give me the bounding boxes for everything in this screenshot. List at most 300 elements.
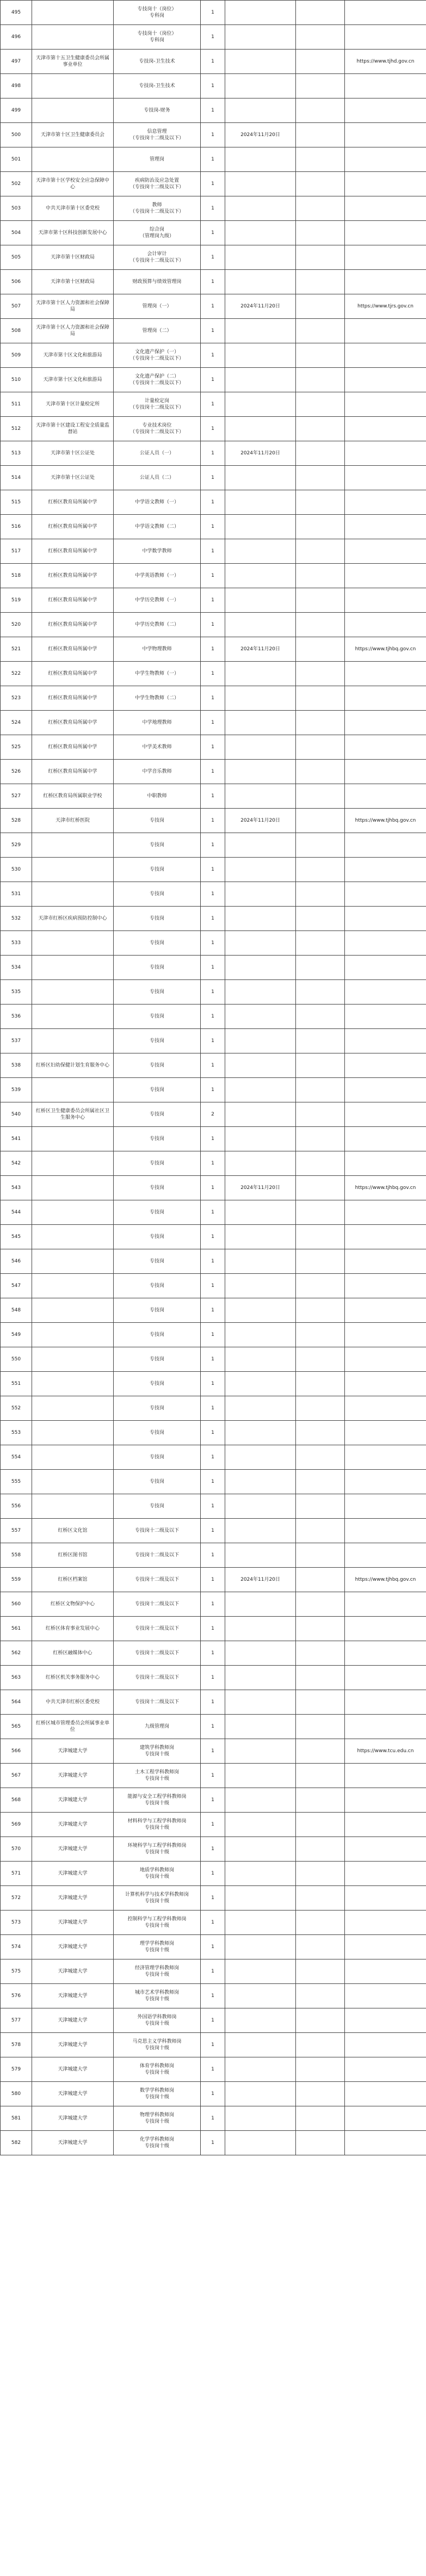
table-cell: 专技岗 xyxy=(114,1396,201,1421)
table-row xyxy=(1,1078,426,1102)
table-cell: 1 xyxy=(201,221,225,245)
table-cell: 中学美术教师 xyxy=(114,735,201,760)
table-cell: 2024年11月20日 xyxy=(225,294,296,319)
table-cell: 红桥区教育局所属中学 xyxy=(32,515,114,539)
table-cell: 中学数学教师 xyxy=(114,539,201,564)
table-cell: 1 xyxy=(201,637,225,662)
table-cell: https://www.tjhbq.gov.cn xyxy=(345,1568,426,1592)
table-cell xyxy=(296,980,345,1004)
table-cell: 1 xyxy=(201,466,225,490)
table-cell xyxy=(296,1788,345,1813)
table-row xyxy=(1,2106,426,2131)
table-row xyxy=(1,98,426,123)
table-row xyxy=(1,343,426,368)
table-cell: 558 xyxy=(1,1543,32,1568)
table-cell: 天津城建大学 xyxy=(32,1959,114,1984)
table-cell: 专技岗 xyxy=(114,882,201,907)
table-cell xyxy=(225,1935,296,1959)
table-cell xyxy=(296,1029,345,1053)
table-row xyxy=(1,1494,426,1519)
table-cell: 541 xyxy=(1,1127,32,1151)
table-cell xyxy=(296,931,345,956)
table-cell xyxy=(345,490,426,515)
table-cell xyxy=(296,294,345,319)
table-cell xyxy=(225,1396,296,1421)
table-cell: 1 xyxy=(201,319,225,343)
table-row xyxy=(1,245,426,270)
table-cell: 天津市第十区人力资源和社会保障局 xyxy=(32,294,114,319)
table-cell: 536 xyxy=(1,1004,32,1029)
table-cell: 专技岗 xyxy=(114,1127,201,1151)
table-cell: 经济管理学科教师岗 专技岗十级 xyxy=(114,1959,201,1984)
table-cell: 1 xyxy=(201,2106,225,2131)
table-cell: 1 xyxy=(201,662,225,686)
table-cell: 专技岗 xyxy=(114,1053,201,1078)
table-cell: 1 xyxy=(201,2082,225,2106)
table-row xyxy=(1,270,426,294)
table-cell: 专技岗 xyxy=(114,1004,201,1029)
table-cell: 专技岗 xyxy=(114,1225,201,1249)
table-cell: 556 xyxy=(1,1494,32,1519)
table-cell: 1 xyxy=(201,2057,225,2082)
table-cell xyxy=(32,1225,114,1249)
table-cell: 专技岗 xyxy=(114,956,201,980)
table-cell xyxy=(225,882,296,907)
table-cell: 498 xyxy=(1,74,32,98)
table-cell xyxy=(225,1249,296,1274)
table-cell: 信息管理 （专技岗十二级及以下） xyxy=(114,123,201,147)
table-cell: 561 xyxy=(1,1617,32,1641)
table-cell: 1 xyxy=(201,1200,225,1225)
table-cell xyxy=(225,319,296,343)
table-row xyxy=(1,1715,426,1739)
table-cell: 2 xyxy=(201,1102,225,1127)
table-cell: 543 xyxy=(1,1176,32,1200)
table-cell xyxy=(296,515,345,539)
table-cell xyxy=(345,74,426,98)
table-cell xyxy=(225,1739,296,1764)
table-cell: 1 xyxy=(201,1984,225,2008)
table-cell: 1 xyxy=(201,564,225,588)
table-cell xyxy=(32,1078,114,1102)
table-cell xyxy=(225,1813,296,1837)
table-cell xyxy=(345,441,426,466)
table-cell xyxy=(345,1788,426,1813)
table-cell xyxy=(225,147,296,172)
table-cell xyxy=(225,1102,296,1127)
table-cell: 专技岗 xyxy=(114,1102,201,1127)
table-cell: 577 xyxy=(1,2008,32,2033)
table-cell xyxy=(296,588,345,613)
table-cell: 天津市第十区公证处 xyxy=(32,466,114,490)
table-cell xyxy=(345,588,426,613)
table-cell xyxy=(225,662,296,686)
table-cell xyxy=(345,123,426,147)
table-cell xyxy=(225,1666,296,1690)
table-cell xyxy=(345,760,426,784)
table-cell: 红桥区体育事业发展中心 xyxy=(32,1617,114,1641)
table-cell: 天津城建大学 xyxy=(32,2131,114,2155)
table-cell xyxy=(296,711,345,735)
table-cell xyxy=(225,1886,296,1911)
table-cell: 525 xyxy=(1,735,32,760)
table-cell: 会计审计 （专技岗十二级及以下） xyxy=(114,245,201,270)
table-cell: https://www.tjhbq.gov.cn xyxy=(345,1176,426,1200)
table-row xyxy=(1,1935,426,1959)
table-cell: 1 xyxy=(201,1470,225,1494)
table-cell xyxy=(225,221,296,245)
table-cell xyxy=(32,74,114,98)
table-cell xyxy=(345,1396,426,1421)
table-cell: 555 xyxy=(1,1470,32,1494)
table-cell: 1 xyxy=(201,784,225,809)
table-cell: 537 xyxy=(1,1029,32,1053)
table-row xyxy=(1,2057,426,2082)
table-cell xyxy=(296,760,345,784)
table-cell xyxy=(225,490,296,515)
table-cell: 1 xyxy=(201,1372,225,1396)
table-cell xyxy=(296,1935,345,1959)
table-cell xyxy=(296,1249,345,1274)
table-cell: 504 xyxy=(1,221,32,245)
table-cell xyxy=(225,564,296,588)
table-cell: 天津城建大学 xyxy=(32,2033,114,2057)
table-cell xyxy=(296,1519,345,1543)
table-cell xyxy=(345,1470,426,1494)
table-cell: 1 xyxy=(201,931,225,956)
table-cell xyxy=(225,74,296,98)
table-cell: 物理学科教师岗 专技岗十级 xyxy=(114,2106,201,2131)
table-cell xyxy=(296,1445,345,1470)
table-row xyxy=(1,637,426,662)
table-cell xyxy=(345,1886,426,1911)
table-cell: 496 xyxy=(1,25,32,50)
table-cell: 1 xyxy=(201,1078,225,1102)
table-cell: 1 xyxy=(201,1494,225,1519)
table-cell xyxy=(32,1249,114,1274)
table-cell: https://www.tjhbq.gov.cn xyxy=(345,637,426,662)
table-cell xyxy=(225,1004,296,1029)
table-cell xyxy=(296,1543,345,1568)
table-cell: 580 xyxy=(1,2082,32,2106)
table-cell: 材料科学与工程学科教师岗 专技岗十级 xyxy=(114,1813,201,1837)
table-cell xyxy=(345,2033,426,2057)
table-cell: 519 xyxy=(1,588,32,613)
table-cell xyxy=(345,686,426,711)
table-cell: 1 xyxy=(201,613,225,637)
table-cell: 中职教师 xyxy=(114,784,201,809)
table-cell xyxy=(345,343,426,368)
table-cell: 天津市红桥医院 xyxy=(32,809,114,833)
table-cell: 天津城建大学 xyxy=(32,1739,114,1764)
table-cell: 专技岗 xyxy=(114,1200,201,1225)
table-row xyxy=(1,1592,426,1617)
table-cell: 红桥区教育局所属中学 xyxy=(32,637,114,662)
table-cell xyxy=(225,1494,296,1519)
table-cell: 512 xyxy=(1,417,32,441)
table-cell xyxy=(296,858,345,882)
table-cell xyxy=(296,1494,345,1519)
table-cell xyxy=(345,980,426,1004)
table-cell: 红桥区教育局所属中学 xyxy=(32,686,114,711)
table-cell xyxy=(32,1421,114,1445)
table-cell: 专技岗 xyxy=(114,1029,201,1053)
table-cell: 1 xyxy=(201,1519,225,1543)
table-row xyxy=(1,1568,426,1592)
table-cell xyxy=(345,539,426,564)
table-cell: 天津市第十区计量检定所 xyxy=(32,392,114,417)
table-cell xyxy=(345,735,426,760)
table-row xyxy=(1,221,426,245)
table-cell: 专技岗 xyxy=(114,833,201,858)
table-cell: 天津城建大学 xyxy=(32,1764,114,1788)
table-cell: 红桥区教育局所属中学 xyxy=(32,564,114,588)
table-row xyxy=(1,2082,426,2106)
table-cell xyxy=(345,1127,426,1151)
table-cell xyxy=(225,2106,296,2131)
table-cell: 1 xyxy=(201,123,225,147)
table-cell: 天津城建大学 xyxy=(32,1837,114,1862)
table-row xyxy=(1,1862,426,1886)
table-row xyxy=(1,392,426,417)
table-cell: 管理岗（二） xyxy=(114,319,201,343)
table-cell xyxy=(225,1519,296,1543)
table-cell: 天津城建大学 xyxy=(32,2082,114,2106)
table-cell: 中学物理教师 xyxy=(114,637,201,662)
table-cell: 1 xyxy=(201,1298,225,1323)
table-cell xyxy=(345,1,426,25)
table-cell xyxy=(296,147,345,172)
table-cell: 天津市红桥区疾病预防控制中心 xyxy=(32,907,114,931)
table-cell xyxy=(225,1959,296,1984)
table-cell: 专技岗 xyxy=(114,1445,201,1470)
table-row xyxy=(1,1617,426,1641)
table-cell: 511 xyxy=(1,392,32,417)
table-row xyxy=(1,1690,426,1715)
table-cell: 天津市第十区公证处 xyxy=(32,441,114,466)
table-cell: 管理岗（一） xyxy=(114,294,201,319)
table-cell: 513 xyxy=(1,441,32,466)
table-cell: 1 xyxy=(201,1959,225,1984)
table-cell: 553 xyxy=(1,1421,32,1445)
table-cell: 560 xyxy=(1,1592,32,1617)
table-cell: 红桥区教育局所属职业学校 xyxy=(32,784,114,809)
table-cell xyxy=(296,2082,345,2106)
table-cell xyxy=(345,2082,426,2106)
table-row xyxy=(1,931,426,956)
table-cell: 公证人员（一） xyxy=(114,441,201,466)
table-row xyxy=(1,1274,426,1298)
table-cell: 中学历史教师（一） xyxy=(114,588,201,613)
table-row xyxy=(1,1421,426,1445)
table-cell: 1 xyxy=(201,956,225,980)
table-cell xyxy=(225,735,296,760)
table-cell: 523 xyxy=(1,686,32,711)
table-cell xyxy=(225,1053,296,1078)
table-cell: 1 xyxy=(201,1127,225,1151)
table-cell xyxy=(296,1323,345,1347)
table-cell xyxy=(32,1298,114,1323)
table-row xyxy=(1,2008,426,2033)
table-cell: 天津市第十区学校安全应急保障中心 xyxy=(32,172,114,196)
table-cell: 1 xyxy=(201,1274,225,1298)
table-row xyxy=(1,809,426,833)
table-cell xyxy=(296,564,345,588)
table-cell: 专技岗 xyxy=(114,1494,201,1519)
table-cell: 563 xyxy=(1,1666,32,1690)
table-cell: 1 xyxy=(201,1911,225,1935)
table-cell: 天津城建大学 xyxy=(32,1862,114,1886)
table-cell xyxy=(296,613,345,637)
table-cell xyxy=(345,1715,426,1739)
table-cell xyxy=(345,1274,426,1298)
table-row xyxy=(1,1641,426,1666)
table-row xyxy=(1,784,426,809)
table-cell: 1 xyxy=(201,1421,225,1445)
table-cell: 理学学科教师岗 专技岗十级 xyxy=(114,1935,201,1959)
table-cell: 1 xyxy=(201,858,225,882)
table-cell xyxy=(345,1053,426,1078)
table-cell xyxy=(225,1641,296,1666)
table-cell xyxy=(296,1102,345,1127)
table-cell: 天津城建大学 xyxy=(32,1935,114,1959)
table-cell: 中学语文教师（二） xyxy=(114,515,201,539)
table-cell xyxy=(296,882,345,907)
table-cell: 559 xyxy=(1,1568,32,1592)
table-cell: 507 xyxy=(1,294,32,319)
table-cell: 天津城建大学 xyxy=(32,1886,114,1911)
table-cell xyxy=(296,539,345,564)
table-cell: 562 xyxy=(1,1641,32,1666)
table-row xyxy=(1,2131,426,2155)
table-cell: 510 xyxy=(1,368,32,392)
table-cell xyxy=(225,784,296,809)
table-cell: 红桥区教育局所属中学 xyxy=(32,662,114,686)
table-cell: 1 xyxy=(201,1617,225,1641)
table-cell: 546 xyxy=(1,1249,32,1274)
table-cell: 红桥区档案馆 xyxy=(32,1568,114,1592)
table-cell xyxy=(345,245,426,270)
table-cell: 控制科学与工程学科教师岗 专技岗十级 xyxy=(114,1911,201,1935)
table-cell xyxy=(32,1151,114,1176)
table-cell: 1 xyxy=(201,539,225,564)
table-cell xyxy=(296,245,345,270)
table-cell xyxy=(32,1176,114,1200)
table-cell: 502 xyxy=(1,172,32,196)
table-cell: 529 xyxy=(1,833,32,858)
table-cell xyxy=(296,196,345,221)
table-cell xyxy=(345,2057,426,2082)
table-cell xyxy=(345,882,426,907)
table-cell xyxy=(296,50,345,74)
table-cell xyxy=(225,1617,296,1641)
table-cell: 568 xyxy=(1,1788,32,1813)
table-row xyxy=(1,1298,426,1323)
table-cell xyxy=(296,221,345,245)
table-cell xyxy=(225,245,296,270)
table-cell xyxy=(345,1200,426,1225)
table-row xyxy=(1,1519,426,1543)
table-cell xyxy=(225,907,296,931)
table-cell: 1 xyxy=(201,1715,225,1739)
table-row xyxy=(1,1396,426,1421)
table-cell xyxy=(345,1323,426,1347)
table-row xyxy=(1,2033,426,2057)
table-cell xyxy=(345,931,426,956)
table-cell xyxy=(296,1298,345,1323)
table-cell xyxy=(32,980,114,1004)
table-row xyxy=(1,1543,426,1568)
table-cell xyxy=(225,1078,296,1102)
table-cell xyxy=(225,2057,296,2082)
table-cell xyxy=(345,1641,426,1666)
table-cell xyxy=(345,98,426,123)
table-cell xyxy=(296,735,345,760)
table-cell: 1 xyxy=(201,980,225,1004)
table-cell: 1 xyxy=(201,490,225,515)
table-cell xyxy=(296,1715,345,1739)
table-cell xyxy=(296,319,345,343)
table-cell xyxy=(225,1911,296,1935)
table-cell: 天津城建大学 xyxy=(32,2106,114,2131)
table-cell: 573 xyxy=(1,1911,32,1935)
table-cell: 环境科学与工程学科教师岗 专技岗十级 xyxy=(114,1837,201,1862)
table-cell xyxy=(296,417,345,441)
table-row xyxy=(1,1837,426,1862)
table-cell: 专技岗 xyxy=(114,980,201,1004)
table-cell: 中学生物教师（二） xyxy=(114,686,201,711)
table-cell xyxy=(296,2106,345,2131)
table-cell: 1 xyxy=(201,833,225,858)
table-body xyxy=(1,1,426,2155)
table-cell xyxy=(345,662,426,686)
table-cell: 1 xyxy=(201,172,225,196)
table-cell xyxy=(296,1666,345,1690)
table-row xyxy=(1,196,426,221)
table-cell: 575 xyxy=(1,1959,32,1984)
table-cell: 1 xyxy=(201,907,225,931)
table-cell xyxy=(345,466,426,490)
table-cell: 专技岗十二级及以下 xyxy=(114,1641,201,1666)
table-cell xyxy=(296,1837,345,1862)
table-cell: 专技岗 xyxy=(114,1078,201,1102)
table-cell xyxy=(345,2106,426,2131)
table-cell xyxy=(225,1470,296,1494)
table-cell xyxy=(296,1470,345,1494)
table-cell: 1 xyxy=(201,2131,225,2155)
table-cell xyxy=(296,1568,345,1592)
table-cell xyxy=(296,686,345,711)
table-cell xyxy=(225,588,296,613)
table-row xyxy=(1,1004,426,1029)
table-cell: 红桥区文物保护中心 xyxy=(32,1592,114,1617)
table-row xyxy=(1,1470,426,1494)
table-cell: 515 xyxy=(1,490,32,515)
table-cell xyxy=(225,760,296,784)
table-cell: 550 xyxy=(1,1347,32,1372)
table-cell xyxy=(296,809,345,833)
table-cell xyxy=(296,1,345,25)
table-cell: 天津市第十区文化和旅游局 xyxy=(32,368,114,392)
table-cell xyxy=(32,1029,114,1053)
table-cell xyxy=(225,833,296,858)
table-cell: 1 xyxy=(201,1862,225,1886)
table-cell xyxy=(296,441,345,466)
table-cell: 528 xyxy=(1,809,32,833)
table-cell: 计量检定岗 （专技岗十二级及以下） xyxy=(114,392,201,417)
table-row xyxy=(1,1200,426,1225)
table-cell xyxy=(345,172,426,196)
